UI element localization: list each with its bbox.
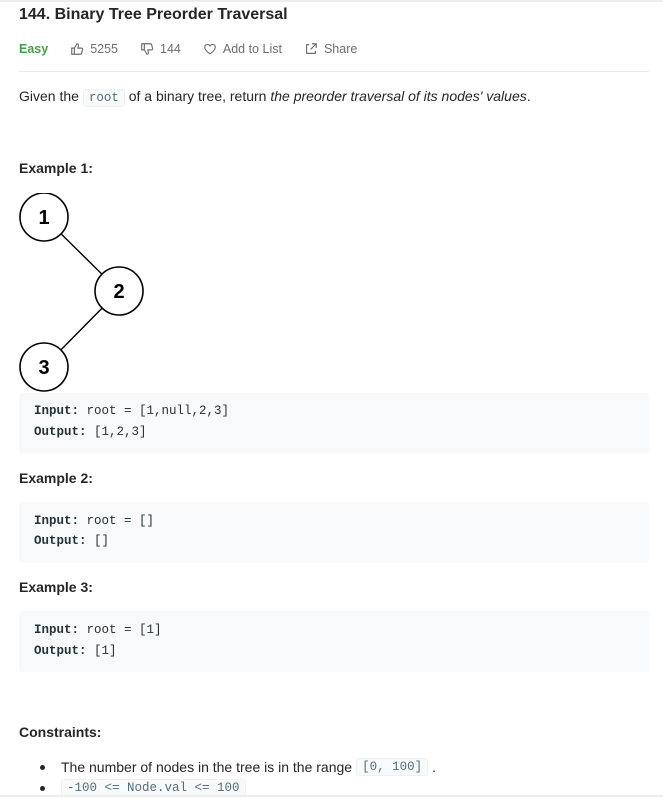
input-value: root = [1]	[79, 623, 162, 637]
bullet-dot	[40, 765, 45, 770]
description-text: Given the	[19, 88, 83, 104]
description-text: .	[526, 88, 531, 104]
example-2-code-block	[19, 502, 649, 563]
constraint-item	[40, 758, 436, 776]
output-value: [1]	[86, 644, 117, 658]
constraint-code: -100 <= Node.val <= 100	[61, 779, 246, 797]
add-to-list-label: Add to List	[222, 42, 282, 56]
heart-icon	[203, 42, 217, 56]
problem-description	[19, 88, 531, 105]
input-value: root = []	[79, 514, 155, 528]
share-icon	[304, 42, 318, 56]
input-value: root = [1,null,2,3]	[79, 404, 230, 418]
inline-code: root	[83, 89, 125, 107]
share-button[interactable]	[304, 42, 357, 56]
problem-meta-bar	[19, 40, 379, 58]
tree-node-label: 3	[38, 357, 50, 379]
constraints-heading: Constraints:	[19, 724, 102, 740]
dislike-count: 144	[160, 42, 181, 56]
tree-node-label: 2	[113, 281, 125, 303]
output-value: [1,2,3]	[86, 425, 147, 439]
example-1-tree-diagram	[18, 193, 158, 393]
example-3-heading: Example 3:	[19, 579, 93, 595]
tree-node	[20, 343, 68, 391]
example-output-line	[34, 425, 147, 439]
dislike-button[interactable]	[140, 42, 181, 56]
header-divider	[19, 71, 649, 72]
output-label: Output:	[34, 425, 87, 439]
input-label: Input:	[34, 623, 80, 637]
problem-title: 144. Binary Tree Preorder Traversal	[19, 6, 288, 23]
input-label: Input:	[34, 404, 80, 418]
thumbs-down-icon	[140, 42, 154, 56]
tree-node	[20, 193, 68, 241]
output-label: Output:	[34, 644, 87, 658]
example-1-code-block	[19, 393, 649, 454]
bullet-dot	[40, 786, 45, 791]
difficulty-badge: Easy	[19, 42, 49, 56]
description-text: of a binary tree, return	[124, 88, 271, 104]
like-button[interactable]	[70, 42, 118, 56]
example-output-line	[34, 644, 117, 658]
output-value: []	[86, 534, 110, 548]
example-2-heading: Example 2:	[19, 470, 93, 486]
tree-node-label: 1	[38, 207, 50, 229]
example-output-line	[34, 534, 109, 548]
share-label: Share	[323, 42, 358, 56]
constraint-suffix: .	[432, 759, 436, 775]
tree-node	[95, 267, 143, 315]
constraint-text: The number of nodes in the tree is in the range	[61, 759, 353, 775]
like-count: 5255	[90, 42, 119, 56]
example-1-heading: Example 1:	[19, 160, 93, 176]
example-input-line	[34, 404, 229, 418]
thumbs-up-icon	[70, 42, 84, 56]
example-input-line	[34, 514, 154, 528]
output-label: Output:	[34, 534, 87, 548]
example-3-code-block	[19, 611, 649, 672]
description-emphasis: the preorder traversal of its nodes' values	[270, 88, 527, 104]
constraint-code: [0, 100]	[356, 758, 428, 776]
top-border	[0, 0, 663, 2]
input-label: Input:	[34, 514, 80, 528]
add-to-list-button[interactable]	[203, 42, 282, 56]
example-input-line	[34, 623, 162, 637]
